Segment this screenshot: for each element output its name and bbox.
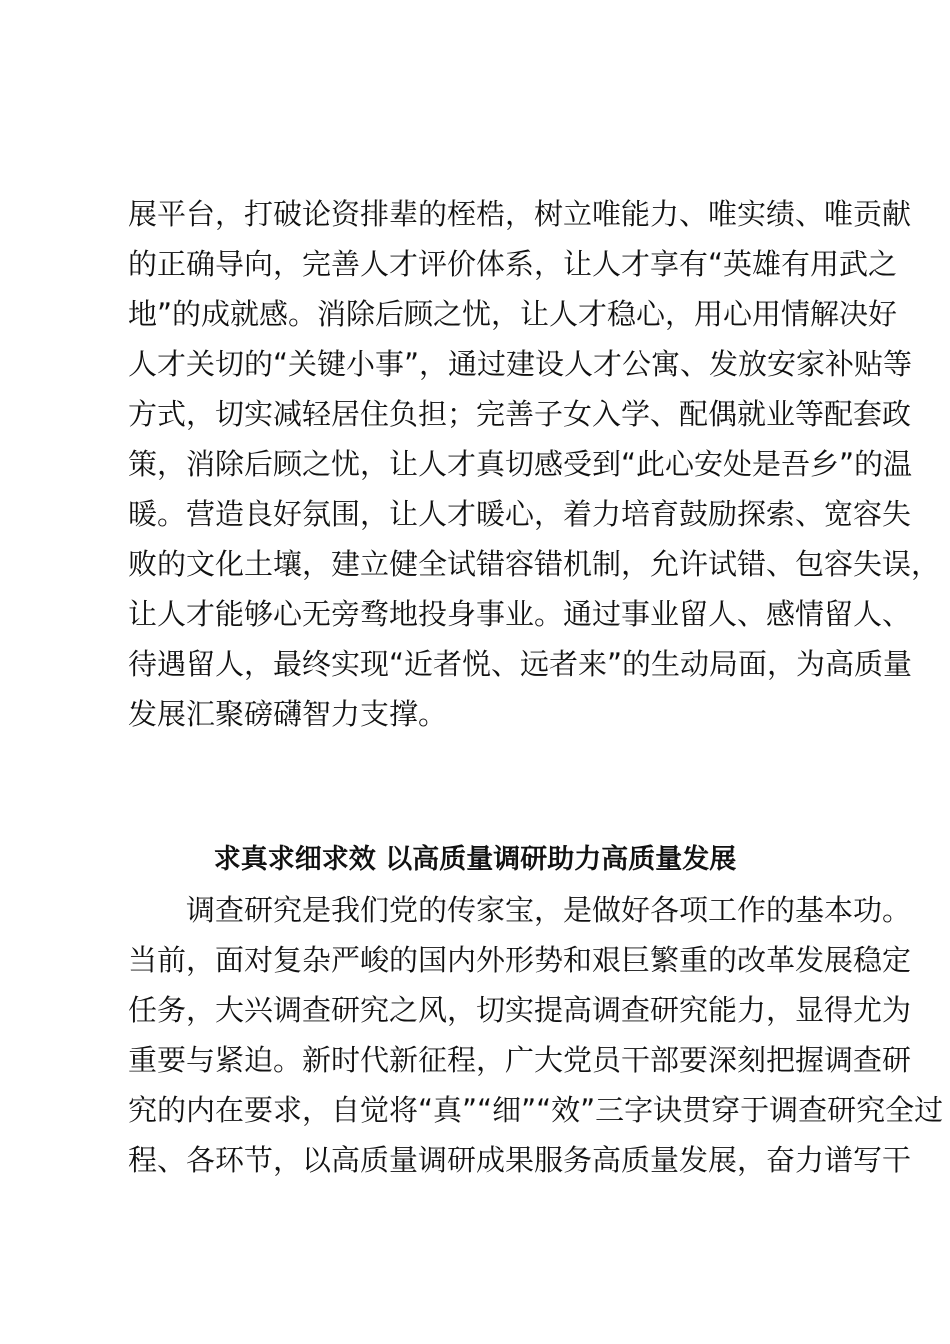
body-text-line: 暖。营造良好氛围，让人才暖心，着力培育鼓励探索、宽容失 (128, 497, 912, 531)
body-text-line: 当前，面对复杂严峻的国内外形势和艰巨繁重的改革发展稳定 (128, 943, 912, 977)
body-text-line: 发展汇聚磅礴智力支撑。 (128, 697, 448, 731)
body-text-line: 人才关切的“关键小事”，通过建设人才公寓、发放安家补贴等 (128, 347, 913, 381)
body-text-line: 方式，切实减轻居住负担；完善子女入学、配偶就业等配套政 (128, 397, 912, 431)
body-text-line: 程、各环节，以高质量调研成果服务高质量发展，奋力谱写干 (128, 1143, 912, 1177)
body-text-line: 败的文化土壤，建立健全试错容错机制，允许试错、包容失误， (128, 547, 941, 581)
body-text-line: 任务，大兴调查研究之风，切实提高调查研究能力，显得尤为 (128, 993, 912, 1027)
body-text-line: 待遇留人，最终实现“近者悦、远者来”的生动局面，为高质量 (128, 647, 913, 681)
section-title: 求真求细求效 以高质量调研助力高质量发展 (213, 844, 737, 875)
body-text-line: 让人才能够心无旁骛地投身事业。通过事业留人、感情留人、 (128, 597, 912, 631)
body-text-line: 地”的成就感。消除后顾之忧，让人才稳心，用心用情解决好 (128, 297, 898, 331)
body-text-line: 的正确导向，完善人才评价体系，让人才享有“英雄有用武之 (128, 247, 898, 281)
body-text-line: 调查研究是我们党的传家宝，是做好各项工作的基本功。 (186, 893, 912, 927)
body-text-line: 重要与紧迫。新时代新征程，广大党员干部要深刻把握调查研 (128, 1043, 912, 1077)
body-text-line: 展平台，打破论资排辈的桎梏，树立唯能力、唯实绩、唯贡献 (128, 197, 912, 231)
body-text-line: 究的内在要求，自觉将“真”“细”“效”三字诀贯穿于调查研究全过 (128, 1093, 944, 1127)
body-text-line: 策，消除后顾之忧，让人才真切感受到“此心安处是吾乡”的温 (128, 447, 913, 481)
